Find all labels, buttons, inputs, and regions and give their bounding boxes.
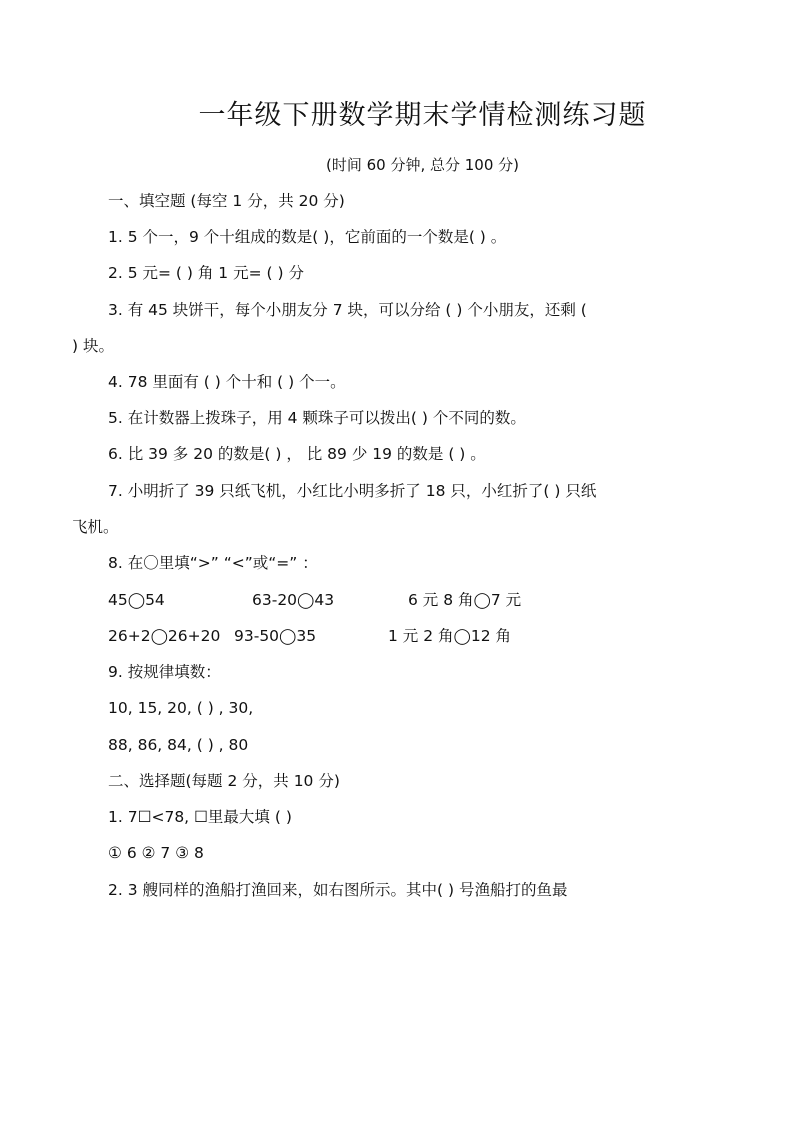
compare-item: 63-20◯43 bbox=[252, 591, 335, 609]
question-7-line-1: 7. 小明折了 39 只纸飞机，小红比小明多折了 18 只，小红折了( ) 只纸 bbox=[108, 482, 597, 500]
question-9: 9. 按规律填数： bbox=[108, 663, 221, 681]
question-7-line-2: 飞机。 bbox=[72, 518, 119, 536]
compare-item: 6 元 8 角◯7 元 bbox=[408, 591, 522, 609]
question-2: 2. 5 元= ( ) 角 1 元= ( ) 分 bbox=[108, 264, 304, 282]
question-3-line-2: ) 块。 bbox=[72, 337, 114, 355]
compare-item: 93-50◯35 bbox=[234, 627, 317, 645]
choice-question-2: 2. 3 艘同样的渔船打渔回来，如右图所示。其中( ) 号渔船打的鱼最 bbox=[108, 881, 568, 899]
choice-question-1: 1. 7☐<78, ☐里最大填 ( ) bbox=[108, 808, 292, 826]
question-8: 8. 在〇里填“>” “<”或“=” ： bbox=[108, 554, 318, 572]
question-5: 5. 在计数器上拨珠子，用 4 颗珠子可以拨出( ) 个不同的数。 bbox=[108, 409, 526, 427]
compare-item: 45◯54 bbox=[108, 591, 165, 609]
sequence-row-2: 88, 86, 84, ( ) , 80 bbox=[108, 736, 249, 754]
section-heading-fill-in: 一、填空题 (每空 1 分，共 20 分) bbox=[108, 192, 345, 210]
section-heading-choice: 二、选择题(每题 2 分，共 10 分) bbox=[108, 772, 340, 790]
question-4: 4. 78 里面有 ( ) 个十和 ( ) 个一。 bbox=[108, 373, 346, 391]
question-6: 6. 比 39 多 20 的数是( ) ， 比 89 少 19 的数是 ( ) 。 bbox=[108, 445, 486, 463]
sequence-row-1: 10, 15, 20, ( ) , 30, bbox=[108, 699, 254, 717]
question-1: 1. 5 个一，9 个十组成的数是( )，它前面的一个数是( ) 。 bbox=[108, 228, 507, 246]
question-3-line-1: 3. 有 45 块饼干，每个小朋友分 7 块，可以分给 ( ) 个小朋友，还剩 ( bbox=[108, 301, 587, 319]
choice-question-1-options: ① 6 ② 7 ③ 8 bbox=[108, 844, 204, 862]
page-title: 一年级下册数学期末学情检测练习题 bbox=[198, 100, 647, 131]
compare-item: 26+2◯26+20 bbox=[108, 627, 221, 645]
page-subtitle: (时间 60 分钟, 总分 100 分) bbox=[325, 156, 520, 174]
compare-item: 1 元 2 角◯12 角 bbox=[388, 627, 512, 645]
